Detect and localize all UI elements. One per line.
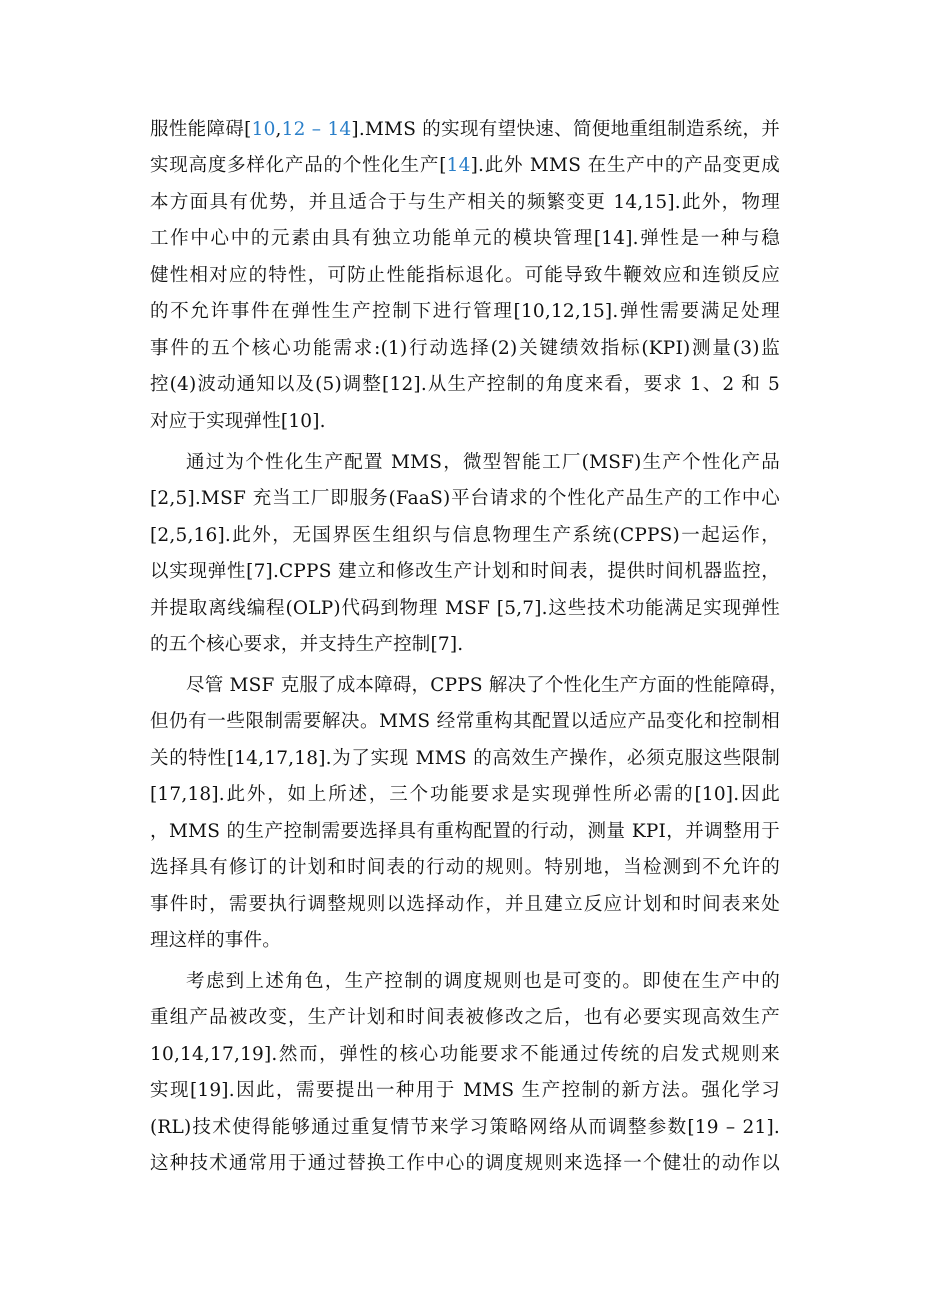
text-line (150, 856, 780, 880)
text-run: 10,14,17,19].然而，弹性的核心功能要求不能通过传统的启发式规则来 (150, 1044, 780, 1065)
text-line (186, 970, 780, 994)
text-line (150, 227, 780, 251)
text-run: 通过为个性化生产配置 MMS，微型智能工厂(MSF)生产个性化产品 (186, 452, 780, 473)
text-run: 重组产品被改变，生产计划和时间表被修改之后，也有必要实现高效生产 (150, 1007, 780, 1028)
text-run: 以实现弹性[7].CPPS 建立和修改生产计划和时间表，提供时间机器监控， (150, 561, 780, 582)
text-line (150, 300, 780, 324)
text-run: 实现[19].因此，需要提出一种用于 MMS 生产控制的新方法。强化学习 (150, 1080, 780, 1101)
text-run: , (275, 119, 282, 140)
text-run: 的不允许事件在弹性生产控制下进行管理[10,12,15].弹性需要满足处理 (150, 301, 780, 322)
text-run: [2,5,16].此外，无国界医生组织与信息物理生产系统(CPPS)一起运作， (150, 525, 780, 546)
text-line (150, 929, 780, 953)
text-run: 健性相对应的特性，可防止性能指标退化。可能导致牛鞭效应和连锁反应 (150, 265, 780, 286)
text-run: 尽管 MSF 克服了成本障碍，CPPS 解决了个性化生产方面的性能障碍， (186, 675, 789, 696)
text-line (150, 893, 780, 917)
text-run: 本方面具有优势，并且适合于与生产相关的频繁变更 14,15].此外，物理 (150, 192, 780, 213)
text-line (150, 560, 780, 584)
text-run: ].此外 MMS 在生产中的产品变更成 (470, 155, 780, 176)
text-line (150, 1152, 780, 1176)
citation-link[interactable]: 12 – 14 (281, 119, 352, 140)
text-run: 的五个核心要求，并支持生产控制[7]. (150, 634, 464, 655)
text-run: 实现高度多样化产品的个性化生产[ (150, 155, 447, 176)
citation-link[interactable]: 10 (251, 119, 276, 140)
text-line (150, 191, 780, 215)
text-run: 事件时，需要执行调整规则以选择动作，并且建立反应计划和时间表来处 (150, 894, 780, 915)
text-line (150, 747, 780, 771)
text-run: 控(4)波动通知以及(5)调整[12].从生产控制的角度来看，要求 1、2 和 5 (150, 374, 780, 395)
text-line (150, 524, 780, 548)
text-line (150, 710, 780, 734)
text-run: 关的特性[14,17,18].为了实现 MMS 的高效生产操作，必须克服这些限制 (150, 748, 780, 769)
text-run: [2,5].MSF 充当工厂即服务(FaaS)平台请求的个性化产品生产的工作中心 (150, 488, 780, 509)
text-run: ，MMS 的生产控制需要选择具有重构配置的行动，测量 KPI，并调整用于 (150, 821, 780, 842)
text-run: 服性能障碍[ (150, 119, 252, 140)
text-run: 对应于实现弹性[10]. (150, 411, 326, 432)
citation-link[interactable]: 14 (446, 155, 471, 176)
text-line (150, 373, 780, 397)
text-line (150, 264, 780, 288)
text-line (150, 154, 780, 178)
text-line (186, 674, 789, 698)
text-line (186, 451, 780, 475)
text-run: 考虑到上述角色，生产控制的调度规则也是可变的。即使在生产中的 (186, 971, 780, 992)
text-line (150, 118, 780, 142)
text-run: [17,18].此外，如上所述，三个功能要求是实现弹性所必需的[10].因此 (150, 784, 780, 805)
text-run: 选择具有修订的计划和时间表的行动的规则。特别地，当检测到不允许的 (150, 857, 780, 878)
text-run: 理这样的事件。 (150, 930, 281, 951)
text-run: 但仍有一些限制需要解决。MMS 经常重构其配置以适应产品变化和控制相 (150, 711, 780, 732)
text-line (150, 783, 780, 807)
text-run: ].MMS 的实现有望快速、简便地重组制造系统，并 (351, 119, 780, 140)
text-run: 这种技术通常用于通过替换工作中心的调度规则来选择一个健壮的动作以 (150, 1153, 780, 1174)
text-line (150, 1006, 780, 1030)
text-line (150, 633, 780, 657)
text-run: 并提取离线编程(OLP)代码到物理 MSF [5,7].这些技术功能满足实现弹性 (150, 598, 780, 619)
text-line (150, 487, 780, 511)
text-line (150, 597, 780, 621)
text-run: 事件的五个核心功能需求:(1)行动选择(2)关键绩效指标(KPI)测量(3)监 (150, 338, 780, 359)
text-line (150, 410, 780, 434)
text-line (150, 1043, 780, 1067)
text-line (150, 337, 780, 361)
text-run: (RL)技术使得能够通过重复情节来学习策略网络从而调整参数[19 – 21]. (150, 1117, 780, 1138)
text-run: 工作中心中的元素由具有独立功能单元的模块管理[14].弹性是一种与稳 (150, 228, 780, 249)
text-line (150, 1079, 780, 1103)
text-line (150, 820, 780, 844)
text-line (150, 1116, 780, 1140)
